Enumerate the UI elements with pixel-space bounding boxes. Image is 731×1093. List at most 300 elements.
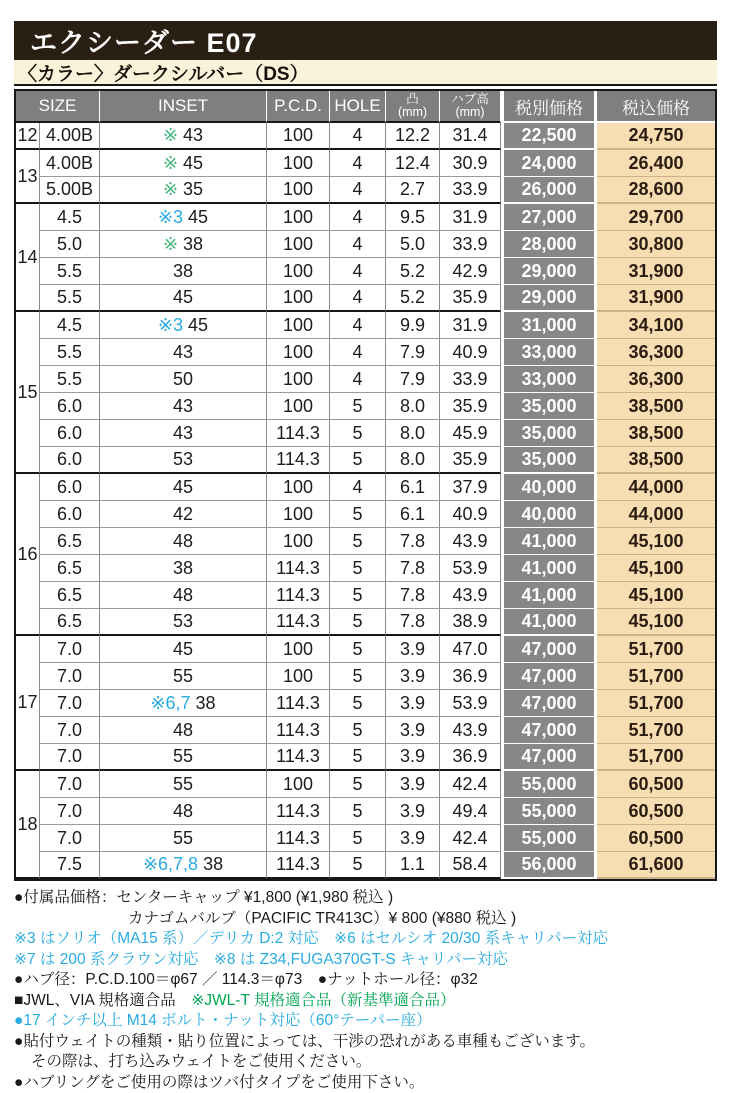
spec-row: [16, 825, 715, 852]
header-hub-height: [440, 91, 501, 123]
cell-rim-width: 7.0: [40, 771, 100, 798]
cell-price-ex-tax: 24,000: [501, 150, 597, 177]
cell-pcd: 114.3: [267, 852, 330, 879]
cell-rim-width: 6.0: [40, 393, 100, 420]
cell-pcd: 114.3: [267, 744, 330, 771]
note-text: ※3 はソリオ（MA15 系）／デリカ D:2 対応 ※6 はセルシオ 20/30 系キャリパー対応: [14, 930, 608, 947]
cell-protrusion: 3.9: [386, 663, 440, 690]
cell-price-ex-tax: 55,000: [501, 825, 597, 852]
cell-price-inc-tax: 44,000: [597, 501, 715, 528]
cell-size-diameter: 18: [16, 771, 40, 879]
cell-rim-width: 6.5: [40, 609, 100, 636]
cell-pcd: 114.3: [267, 447, 330, 474]
note-line: [14, 1052, 717, 1073]
cell-hole: 5: [330, 744, 386, 771]
cell-hole: 5: [330, 771, 386, 798]
cell-hole: 5: [330, 825, 386, 852]
cell-inset: 45: [100, 285, 267, 312]
inset-footnote-mark: ※: [163, 153, 178, 173]
cell-price-inc-tax: 45,100: [597, 528, 715, 555]
cell-inset: 48: [100, 798, 267, 825]
cell-protrusion: 5.2: [386, 285, 440, 312]
cell-size-diameter: 13: [16, 150, 40, 204]
cell-hub-height: 58.4: [440, 852, 501, 879]
header-price-inc-tax: 税込価格: [597, 91, 715, 123]
header-protrusion: [386, 91, 440, 123]
inset-footnote-mark: ※: [163, 179, 178, 199]
cell-pcd: 114.3: [267, 798, 330, 825]
inset-footnote-mark: ※: [163, 234, 178, 254]
cell-price-ex-tax: 22,500: [501, 123, 597, 150]
cell-hole: 5: [330, 609, 386, 636]
cell-protrusion: 3.9: [386, 690, 440, 717]
cell-price-ex-tax: 41,000: [501, 555, 597, 582]
cell-price-inc-tax: 30,800: [597, 231, 715, 258]
cell-hub-height: 31.4: [440, 123, 501, 150]
cell-protrusion: 8.0: [386, 393, 440, 420]
cell-hole: 4: [330, 204, 386, 231]
cell-price-ex-tax: 31,000: [501, 312, 597, 339]
cell-protrusion: 7.9: [386, 366, 440, 393]
note-text: その際は、打ち込みウェイトをご使用ください。: [31, 1053, 371, 1070]
cell-inset: ※6,7 38: [100, 690, 267, 717]
cell-pcd: 114.3: [267, 555, 330, 582]
header-hub-unit: (mm): [455, 105, 484, 119]
cell-price-ex-tax: 26,000: [501, 177, 597, 204]
product-title: エクシーダー E07: [30, 21, 258, 60]
cell-price-inc-tax: 26,400: [597, 150, 715, 177]
note-text: ●付属品価格：センターキャップ ¥1,800 (¥1,980 税込 ): [14, 889, 393, 906]
inset-footnote-mark: ※6,7,8: [143, 854, 198, 874]
cell-price-ex-tax: 55,000: [501, 771, 597, 798]
cell-hub-height: 49.4: [440, 798, 501, 825]
cell-inset: 48: [100, 717, 267, 744]
cell-hub-height: 40.9: [440, 501, 501, 528]
spec-row: [16, 447, 715, 474]
cell-price-ex-tax: 47,000: [501, 744, 597, 771]
cell-pcd: 100: [267, 312, 330, 339]
spec-table: [16, 91, 715, 879]
cell-hub-height: 35.9: [440, 447, 501, 474]
cell-hub-height: 31.9: [440, 204, 501, 231]
note-line: [14, 909, 717, 930]
cell-protrusion: 6.1: [386, 474, 440, 501]
cell-protrusion: 9.5: [386, 204, 440, 231]
cell-price-inc-tax: 60,500: [597, 825, 715, 852]
spec-row: [16, 366, 715, 393]
cell-pcd: 100: [267, 258, 330, 285]
cell-inset: ※ 43: [100, 123, 267, 150]
cell-inset: 45: [100, 636, 267, 663]
wheel-spec-sheet: [14, 21, 717, 1093]
cell-hole: 5: [330, 690, 386, 717]
cell-price-inc-tax: 36,300: [597, 339, 715, 366]
cell-protrusion: 3.9: [386, 744, 440, 771]
cell-price-inc-tax: 60,500: [597, 798, 715, 825]
note-line: [14, 888, 717, 909]
cell-price-inc-tax: 61,600: [597, 852, 715, 879]
cell-protrusion: 7.8: [386, 555, 440, 582]
cell-size-diameter: 17: [16, 636, 40, 771]
note-text: ■JWL、VIA 規格適合品: [14, 992, 191, 1009]
cell-protrusion: 12.4: [386, 150, 440, 177]
cell-pcd: 114.3: [267, 690, 330, 717]
cell-pcd: 100: [267, 771, 330, 798]
cell-hub-height: 36.9: [440, 744, 501, 771]
cell-size-diameter: 14: [16, 204, 40, 312]
spec-row: [16, 204, 715, 231]
cell-price-inc-tax: 31,900: [597, 285, 715, 312]
cell-rim-width: 7.0: [40, 798, 100, 825]
cell-inset: 55: [100, 771, 267, 798]
cell-price-ex-tax: 28,000: [501, 231, 597, 258]
cell-pcd: 100: [267, 177, 330, 204]
cell-pcd: 100: [267, 501, 330, 528]
cell-hole: 5: [330, 582, 386, 609]
spec-row: [16, 609, 715, 636]
spec-row: [16, 852, 715, 879]
cell-price-ex-tax: 41,000: [501, 609, 597, 636]
cell-inset: 43: [100, 339, 267, 366]
cell-rim-width: 5.00B: [40, 177, 100, 204]
cell-rim-width: 6.5: [40, 555, 100, 582]
note-line: [14, 929, 717, 950]
cell-protrusion: 3.9: [386, 717, 440, 744]
cell-price-ex-tax: 47,000: [501, 663, 597, 690]
cell-protrusion: 9.9: [386, 312, 440, 339]
spec-row: [16, 177, 715, 204]
cell-hole: 4: [330, 258, 386, 285]
cell-protrusion: 12.2: [386, 123, 440, 150]
cell-hole: 4: [330, 339, 386, 366]
header-inset: INSET: [100, 91, 267, 123]
cell-pcd: 100: [267, 636, 330, 663]
cell-hole: 4: [330, 150, 386, 177]
cell-inset: 55: [100, 825, 267, 852]
cell-inset: 50: [100, 366, 267, 393]
cell-price-inc-tax: 45,100: [597, 555, 715, 582]
note-line: [14, 1011, 717, 1032]
cell-inset: 48: [100, 528, 267, 555]
note-line: [14, 970, 717, 991]
cell-hole: 4: [330, 474, 386, 501]
cell-rim-width: 7.0: [40, 636, 100, 663]
cell-hub-height: 33.9: [440, 177, 501, 204]
cell-price-inc-tax: 28,600: [597, 177, 715, 204]
cell-hole: 5: [330, 717, 386, 744]
cell-protrusion: 3.9: [386, 636, 440, 663]
cell-hole: 5: [330, 528, 386, 555]
cell-pcd: 114.3: [267, 825, 330, 852]
cell-hub-height: 37.9: [440, 474, 501, 501]
cell-protrusion: 3.9: [386, 798, 440, 825]
spec-row: [16, 231, 715, 258]
note-text: ※7 は 200 系クラウン対応 ※8 は Z34,FUGA370GT-S キャリパー対応: [14, 951, 508, 968]
cell-hub-height: 36.9: [440, 663, 501, 690]
cell-inset: 42: [100, 501, 267, 528]
cell-hole: 5: [330, 663, 386, 690]
spec-row: [16, 285, 715, 312]
inset-footnote-mark: ※6,7: [150, 693, 190, 713]
cell-hub-height: 45.9: [440, 420, 501, 447]
cell-rim-width: 7.0: [40, 663, 100, 690]
cell-hub-height: 35.9: [440, 393, 501, 420]
cell-rim-width: 7.0: [40, 744, 100, 771]
cell-price-inc-tax: 44,000: [597, 474, 715, 501]
cell-protrusion: 7.9: [386, 339, 440, 366]
cell-pcd: 100: [267, 663, 330, 690]
cell-inset: 38: [100, 555, 267, 582]
cell-rim-width: 5.5: [40, 285, 100, 312]
cell-inset: 53: [100, 447, 267, 474]
spec-row: [16, 663, 715, 690]
header-size: SIZE: [16, 91, 100, 123]
cell-pcd: 100: [267, 285, 330, 312]
cell-inset: 43: [100, 420, 267, 447]
note-line: [14, 1032, 717, 1053]
spec-row: [16, 717, 715, 744]
cell-price-inc-tax: 45,100: [597, 582, 715, 609]
cell-inset: ※3 45: [100, 204, 267, 231]
cell-price-inc-tax: 51,700: [597, 663, 715, 690]
spec-row: [16, 744, 715, 771]
cell-pcd: 114.3: [267, 717, 330, 744]
cell-protrusion: 3.9: [386, 825, 440, 852]
inset-footnote-mark: ※: [163, 125, 178, 145]
cell-price-ex-tax: 41,000: [501, 528, 597, 555]
cell-price-ex-tax: 29,000: [501, 285, 597, 312]
cell-hole: 4: [330, 123, 386, 150]
spec-row: [16, 528, 715, 555]
cell-pcd: 100: [267, 231, 330, 258]
cell-hub-height: 43.9: [440, 528, 501, 555]
cell-hub-height: 33.9: [440, 366, 501, 393]
cell-inset: 53: [100, 609, 267, 636]
cell-inset: 55: [100, 744, 267, 771]
cell-rim-width: 5.5: [40, 339, 100, 366]
cell-pcd: 100: [267, 204, 330, 231]
cell-inset: 38: [100, 258, 267, 285]
cell-hole: 4: [330, 366, 386, 393]
cell-protrusion: 7.8: [386, 528, 440, 555]
spec-row: [16, 555, 715, 582]
cell-rim-width: 7.0: [40, 717, 100, 744]
cell-inset: ※ 38: [100, 231, 267, 258]
cell-protrusion: 2.7: [386, 177, 440, 204]
cell-price-inc-tax: 38,500: [597, 393, 715, 420]
cell-hole: 4: [330, 231, 386, 258]
header-hole: HOLE: [330, 91, 386, 123]
cell-pcd: 114.3: [267, 420, 330, 447]
color-label-bar: [14, 60, 717, 86]
header-hub-label: ハブ高: [451, 92, 489, 106]
spec-row: [16, 771, 715, 798]
cell-hub-height: 43.9: [440, 717, 501, 744]
cell-hole: 5: [330, 393, 386, 420]
cell-rim-width: 7.0: [40, 825, 100, 852]
cell-size-diameter: 12: [16, 123, 40, 150]
cell-price-inc-tax: 29,700: [597, 204, 715, 231]
cell-hub-height: 43.9: [440, 582, 501, 609]
cell-price-inc-tax: 36,300: [597, 366, 715, 393]
cell-pcd: 100: [267, 393, 330, 420]
cell-hub-height: 33.9: [440, 231, 501, 258]
cell-pcd: 100: [267, 339, 330, 366]
spec-row: [16, 690, 715, 717]
spec-row: [16, 393, 715, 420]
cell-rim-width: 5.5: [40, 258, 100, 285]
cell-hole: 5: [330, 420, 386, 447]
spec-row: [16, 636, 715, 663]
cell-rim-width: 4.5: [40, 204, 100, 231]
cell-hub-height: 42.9: [440, 258, 501, 285]
cell-pcd: 100: [267, 474, 330, 501]
note-line: [14, 950, 717, 971]
cell-price-ex-tax: 33,000: [501, 366, 597, 393]
cell-inset: ※6,7,8 38: [100, 852, 267, 879]
cell-price-ex-tax: 55,000: [501, 798, 597, 825]
cell-rim-width: 5.0: [40, 231, 100, 258]
cell-hub-height: 53.9: [440, 555, 501, 582]
inset-footnote-mark: ※3: [158, 315, 183, 335]
cell-inset: ※ 45: [100, 150, 267, 177]
cell-hole: 5: [330, 852, 386, 879]
cell-price-inc-tax: 31,900: [597, 258, 715, 285]
cell-price-inc-tax: 45,100: [597, 609, 715, 636]
cell-hub-height: 42.4: [440, 771, 501, 798]
spec-row: [16, 798, 715, 825]
cell-size-diameter: 15: [16, 312, 40, 474]
cell-inset: 43: [100, 393, 267, 420]
cell-protrusion: 5.0: [386, 231, 440, 258]
cell-price-ex-tax: 47,000: [501, 690, 597, 717]
cell-price-inc-tax: 34,100: [597, 312, 715, 339]
note-text: ※JWL-T 規格適合品（新基準適合品）: [191, 992, 455, 1009]
cell-rim-width: 4.5: [40, 312, 100, 339]
cell-price-inc-tax: 51,700: [597, 636, 715, 663]
cell-hub-height: 47.0: [440, 636, 501, 663]
cell-price-ex-tax: 47,000: [501, 636, 597, 663]
header-row: [16, 91, 715, 123]
cell-hub-height: 42.4: [440, 825, 501, 852]
header-protrusion-unit: (mm): [398, 105, 427, 119]
cell-price-inc-tax: 38,500: [597, 447, 715, 474]
cell-price-ex-tax: 35,000: [501, 393, 597, 420]
cell-pcd: 100: [267, 366, 330, 393]
cell-protrusion: 7.8: [386, 582, 440, 609]
note-line: [14, 1073, 717, 1093]
note-line: [14, 991, 717, 1012]
cell-hole: 5: [330, 798, 386, 825]
cell-protrusion: 8.0: [386, 447, 440, 474]
cell-rim-width: 6.0: [40, 447, 100, 474]
cell-hole: 5: [330, 555, 386, 582]
cell-hub-height: 35.9: [440, 285, 501, 312]
note-text: ●ハブ径：P.C.D.100＝φ67 ／ 114.3＝φ73 ●ナットホール径：φ32: [14, 971, 478, 988]
cell-pcd: 114.3: [267, 582, 330, 609]
cell-price-inc-tax: 60,500: [597, 771, 715, 798]
footnotes: [14, 888, 717, 1093]
note-text: カナゴムバルブ（PACIFIC TR413C）¥ 800 (¥880 税込 ): [128, 910, 516, 927]
cell-protrusion: 7.8: [386, 609, 440, 636]
cell-pcd: 100: [267, 123, 330, 150]
cell-hole: 4: [330, 312, 386, 339]
cell-hole: 4: [330, 285, 386, 312]
cell-price-ex-tax: 40,000: [501, 501, 597, 528]
cell-protrusion: 3.9: [386, 771, 440, 798]
cell-pcd: 114.3: [267, 609, 330, 636]
cell-hub-height: 30.9: [440, 150, 501, 177]
spec-row: [16, 123, 715, 150]
cell-rim-width: 4.00B: [40, 123, 100, 150]
cell-rim-width: 7.5: [40, 852, 100, 879]
cell-hole: 5: [330, 447, 386, 474]
cell-price-inc-tax: 38,500: [597, 420, 715, 447]
cell-price-ex-tax: 27,000: [501, 204, 597, 231]
cell-price-inc-tax: 51,700: [597, 690, 715, 717]
cell-hub-height: 38.9: [440, 609, 501, 636]
cell-rim-width: 4.00B: [40, 150, 100, 177]
inset-footnote-mark: ※3: [158, 207, 183, 227]
cell-price-inc-tax: 51,700: [597, 744, 715, 771]
note-text: ●17 インチ以上 M14 ボルト・ナット対応（60°テーパー座）: [14, 1012, 432, 1029]
spec-row: [16, 501, 715, 528]
spec-row: [16, 312, 715, 339]
header-price-ex-tax: 税別価格: [501, 91, 597, 123]
cell-rim-width: 6.0: [40, 420, 100, 447]
spec-table-frame: [14, 89, 717, 881]
cell-price-ex-tax: 47,000: [501, 717, 597, 744]
cell-price-ex-tax: 56,000: [501, 852, 597, 879]
spec-row: [16, 474, 715, 501]
spec-row: [16, 258, 715, 285]
cell-price-ex-tax: 29,000: [501, 258, 597, 285]
cell-size-diameter: 16: [16, 474, 40, 636]
spec-row: [16, 339, 715, 366]
cell-hole: 4: [330, 177, 386, 204]
cell-hub-height: 53.9: [440, 690, 501, 717]
spec-row: [16, 420, 715, 447]
cell-pcd: 100: [267, 150, 330, 177]
cell-rim-width: 6.0: [40, 474, 100, 501]
cell-hub-height: 31.9: [440, 312, 501, 339]
cell-price-inc-tax: 24,750: [597, 123, 715, 150]
cell-protrusion: 5.2: [386, 258, 440, 285]
product-title-bar: [14, 21, 717, 60]
cell-protrusion: 8.0: [386, 420, 440, 447]
cell-inset: 55: [100, 663, 267, 690]
cell-inset: ※ 35: [100, 177, 267, 204]
cell-rim-width: 7.0: [40, 690, 100, 717]
cell-inset: 45: [100, 474, 267, 501]
cell-price-ex-tax: 40,000: [501, 474, 597, 501]
cell-price-ex-tax: 33,000: [501, 339, 597, 366]
header-pcd: P.C.D.: [267, 91, 330, 123]
header-protrusion-symbol: 凸: [406, 92, 419, 106]
cell-rim-width: 5.5: [40, 366, 100, 393]
cell-price-ex-tax: 41,000: [501, 582, 597, 609]
cell-rim-width: 6.5: [40, 582, 100, 609]
note-text: ●ハブリングをご使用の際はツバ付タイプをご使用下さい。: [14, 1074, 424, 1091]
cell-hub-height: 40.9: [440, 339, 501, 366]
cell-pcd: 100: [267, 528, 330, 555]
cell-price-inc-tax: 51,700: [597, 717, 715, 744]
spec-row: [16, 582, 715, 609]
cell-protrusion: 1.1: [386, 852, 440, 879]
spec-row: [16, 150, 715, 177]
cell-hole: 5: [330, 501, 386, 528]
cell-inset: 48: [100, 582, 267, 609]
